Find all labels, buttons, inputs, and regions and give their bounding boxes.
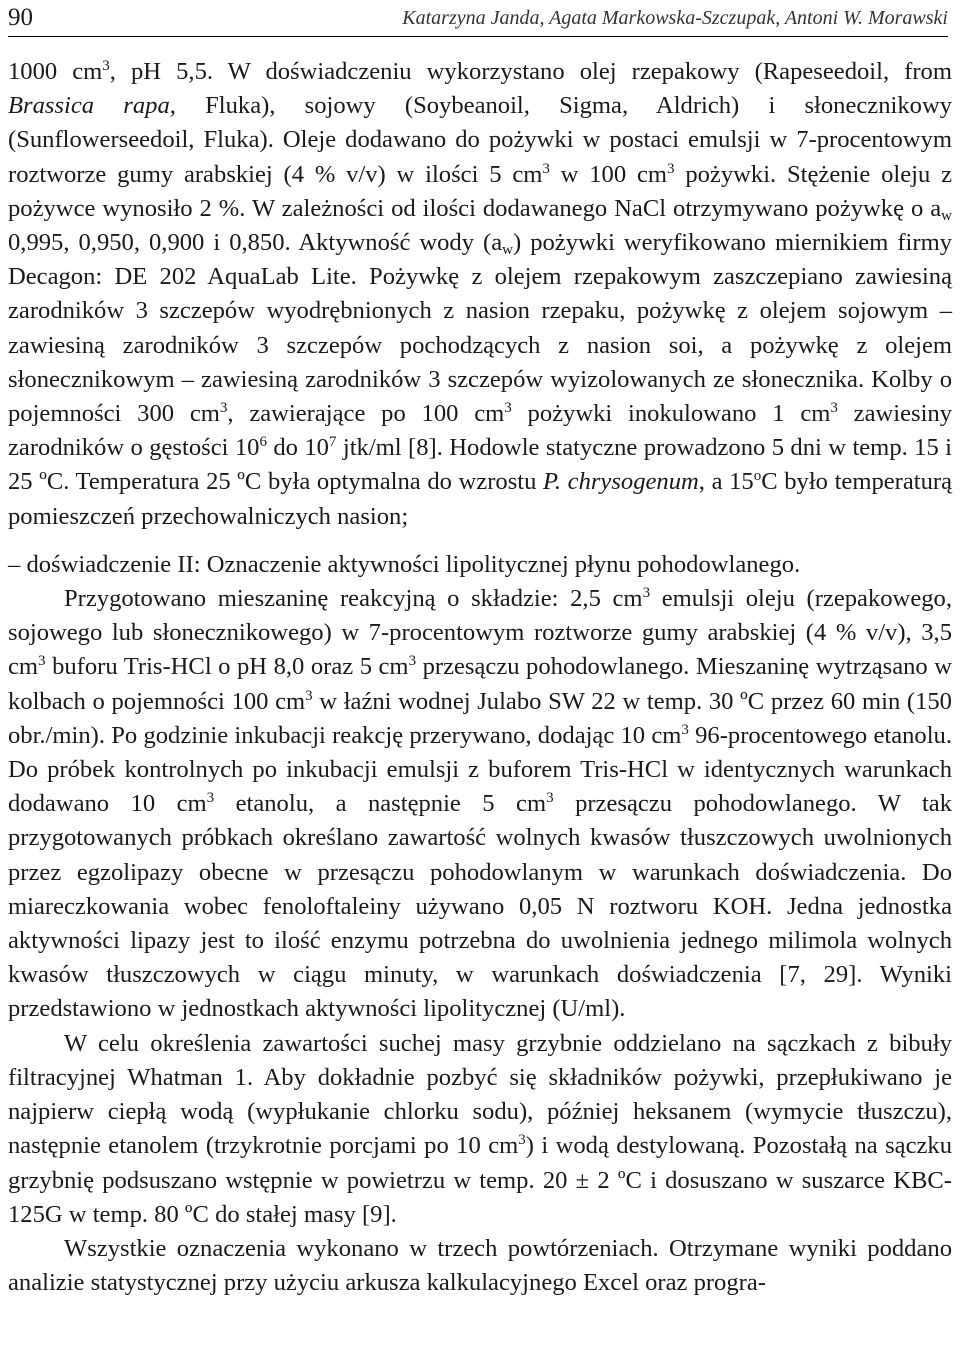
body-text: [8, 55, 952, 1300]
paragraph-reaction-mixture: Przygotowano mieszaninę reakcyjną o składzie: 2,5 $cm^3$ emulsji oleju (rzepakowego, sojowego lub słonecznikowego) w 7-procentowym roztworze gumy arabskiej (4 % v/v), 3,5 $cm^3$ buforu Tris-HCl o pH 8,0 oraz 5 $cm^3$ przesączu pohodowlanego. Mieszaninę wytrząsano w kolbach o pojemności 100 $cm^3$ w łaźni wodnej Julabo SW 22 w temp. 30 ºC przez 60 min (150 obr./min). Po godzinie inkubacji reakcję przerywano, dodając 10 $cm^3$ 96-procentowego etanolu. Do próbek kontrolnych po inkubacji emulsji z buforem Tris-HCl w identycznych warunkach dodawano 10 $cm^3$ etanolu, a następnie 5 $cm^3$ przesączu pohodowlanego. W tak przygotowanych próbkach określano zawartość wolnych kwasów tłuszczowych uwolnionych przez egzolipazy obecne w przesączu pohodowlanym w warunkach doświadczenia. Do miareczkowania wobec fenoloftaleiny używano 0,05 N roztworu KOH. Jedna jednostka aktywności lipazy jest to ilość enzymu potrzebna do uwolnienia jednego milimola wolnych kwasów tłuszczowych w ciągu minuty, w warunkach doświadczenia [7, 29]. Wyniki przedstawiono w jednostkach aktywności lipolitycznej (U/ml).: [8, 585, 952, 1023]
paragraph-dry-mass: W celu określenia zawartości suchej masy grzybnie oddzielano na sączkach z bibuły filtracyjnej Whatman 1. Aby dokładnie pozbyć się składników pożywki, przepłukiwano je najpierw ciepłą wodą (wypłukanie chlorku sodu), później heksanem (wymycie tłuszczu), następnie etanolem (trzykrotnie porcjami po 10 $cm^3$) i wodą destylowaną. Pozostałą na sączku grzybnię podsuszano wstępnie w powietrzu w temp. 20 ± 2 ºC i dosuszano w suszarce KBC-125G w temp. 80 ºC do stałej masy [9].: [8, 1029, 952, 1228]
page-header: [8, 2, 948, 37]
list-item-experiment-2: – doświadczenie II: Oznaczenie aktywności lipolitycznej płynu pohodowlanego.: [8, 550, 801, 578]
paragraph-media-composition: 1000 $cm^3$, pH 5,5. W doświadczeniu wykorzystano olej rzepakowy (Rapeseedoil, from Brassica rapa, Fluka), sojowy (Soybeanoil, Sigma, Aldrich) i słonecznikowy (Sunflowerseedoil, Fluka). Oleje dodawano do pożywki w postaci emulsji w 7-procentowym roztworze gumy arabskiej (4 % v/v) w ilości 5 $cm^3$ w 100 $cm^3$ pożywki. Stężenie oleju z pożywce wynosiło 2 %. W zależności od ilości dodawanego NaCl otrzymywano pożywkę o $a_w$ 0,995, 0,950, 0,900 i 0,850. Aktywność wody $(a_w)$ pożywki weryfikowano miernikiem firmy Decagon: DE 202 AquaLab Lite. Pożywkę z olejem rzepakowym zaszczepiano zawiesiną zarodników 3 szczepów wyodrębnionych z nasion rzepaku, pożywkę z olejem sojowym – zawiesiną zarodników 3 szczepów pochodzących z nasion soi, a pożywkę z olejem słonecznikowym – zawiesiną zarodników 3 szczepów wyizolowanych ze słonecznika. Kolby o pojemności 300 $cm^3$, zawierające po 100 $cm^3$ pożywki inokulowano 1 $cm^3$ zawiesiny zarodników o gęstości $10^6$ do $10^7$ jtk/ml [8]. Hodowle statyczne prowadzono 5 dni w temp. 15 i 25 ºC. Temperatura 25 ºC była optymalna do wzrostu P. chrysogenum, a 15$^o$C było temperaturą pomieszczeń przechowalniczych nasion;: [8, 58, 953, 530]
paragraph-statistics: Wszystkie oznaczenia wykonano w trzech powtórzeniach. Otrzymane wyniki poddano analizie statystycznej przy użyciu arkusza kalkulacyjnego Excel oraz progra-: [8, 1234, 952, 1297]
running-head-authors: Katarzyna Janda, Agata Markowska-Szczupak, Antoni W. Morawski: [402, 7, 948, 29]
page-number: 90: [8, 4, 33, 31]
paragraph-gap: [8, 534, 952, 548]
